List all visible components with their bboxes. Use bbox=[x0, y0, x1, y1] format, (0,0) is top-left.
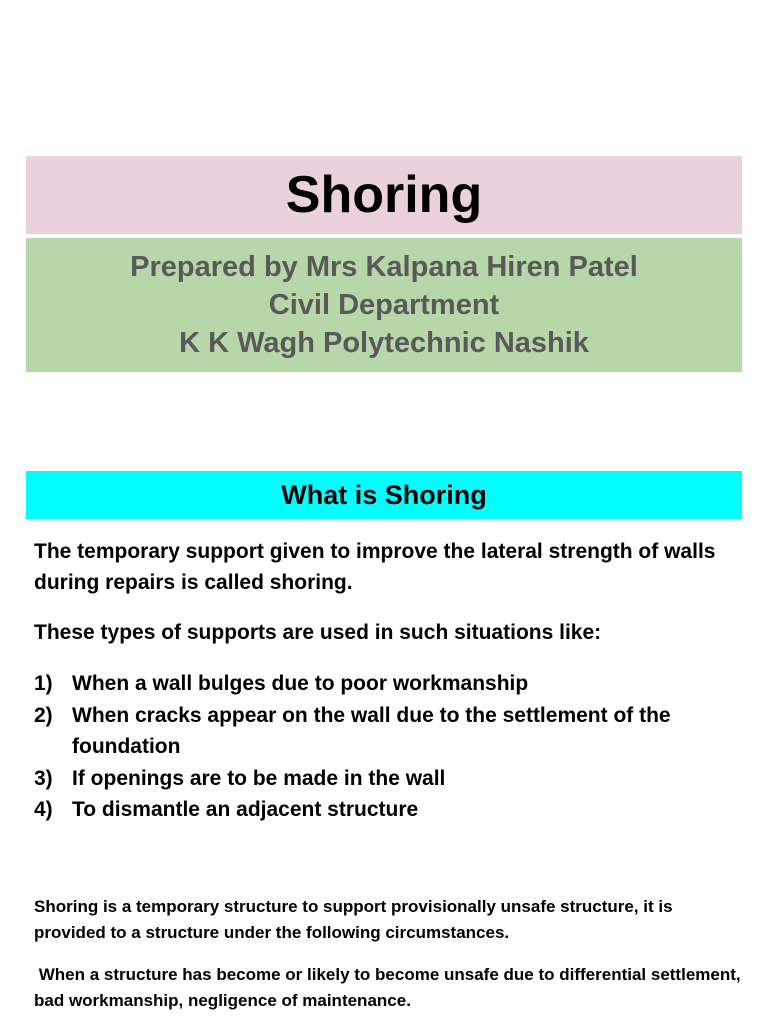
list-item-text: If openings are to be made in the wall bbox=[72, 766, 446, 790]
situations-list bbox=[34, 668, 746, 826]
list-item bbox=[34, 668, 746, 700]
page-title: Shoring bbox=[285, 166, 483, 224]
title-banner bbox=[26, 156, 742, 234]
list-item bbox=[34, 794, 746, 826]
author-department: Civil Department bbox=[268, 289, 500, 321]
list-item-number: 3) bbox=[34, 766, 53, 790]
author-name: Prepared by Mrs Kalpana Hiren Patel bbox=[130, 251, 638, 283]
list-item-number: 2) bbox=[34, 703, 53, 727]
list-item bbox=[34, 763, 746, 795]
definition-paragraph: The temporary support given to improve the lateral strength of walls during repairs is called shoring. bbox=[34, 540, 716, 594]
list-item-text: When cracks appear on the wall due to the settlement of the foundation bbox=[72, 703, 671, 758]
situations-intro: These types of supports are used in such situations like: bbox=[34, 621, 602, 644]
list-item-number: 4) bbox=[34, 798, 53, 821]
list-item-text: When a wall bulges due to poor workmanship bbox=[72, 672, 529, 695]
section-heading: What is Shoring bbox=[281, 479, 487, 510]
author-institution: K K Wagh Polytechnic Nashik bbox=[179, 327, 589, 359]
list-item bbox=[34, 700, 746, 763]
list-item-number: 1) bbox=[34, 672, 53, 695]
list-item-text: To dismantle an adjacent structure bbox=[72, 798, 419, 821]
unsafe-structure-note: When a structure has become or likely to become unsafe due to differential settlement, bad workmanship, negligence of maintenance. bbox=[34, 965, 741, 1010]
shoring-note: Shoring is a temporary structure to support provisionally unsafe structure, it is provided to a structure under the following circumstances. bbox=[34, 897, 673, 942]
author-banner bbox=[26, 238, 742, 372]
section-heading-banner bbox=[26, 471, 742, 519]
